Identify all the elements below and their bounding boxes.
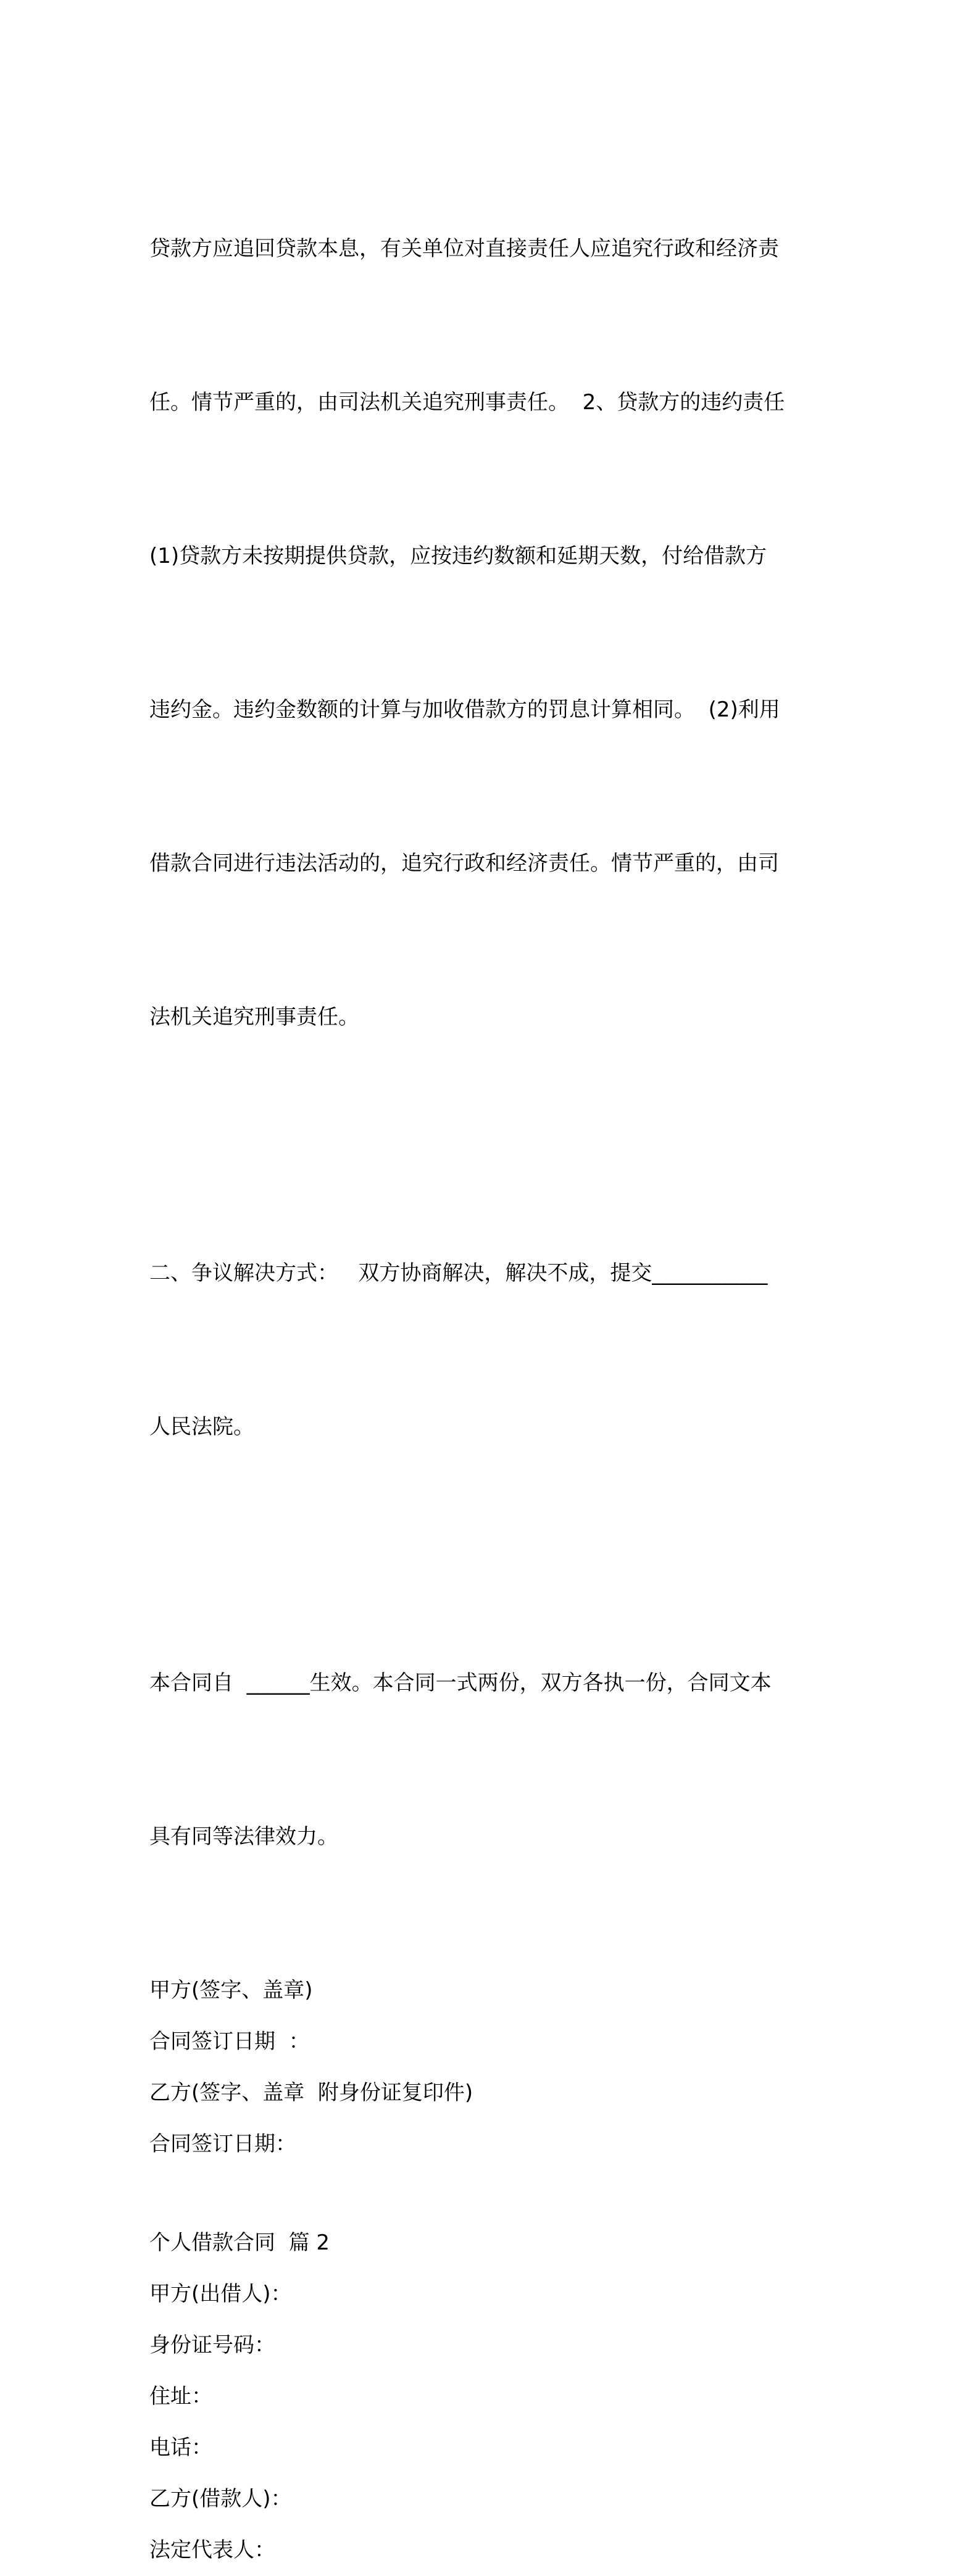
effect-paragraph: [149, 1555, 844, 1965]
id-number-field: 身份证号码：: [149, 2333, 275, 2358]
sign-date-a: 合同签订日期 ：: [149, 2029, 310, 2054]
text-line: 人民法院。: [149, 1415, 254, 1439]
text-line: 本合同自 ______生效。本合同一式两份，双方各执一份，合同文本: [149, 1671, 772, 1695]
lender-field: 甲方(出借人)：: [149, 2282, 292, 2306]
text-line: 法机关追究刑事责任。: [149, 1005, 359, 1029]
text-line: 违约金。违约金数额的计算与加收借款方的罚息计算相同。 (2)利用: [149, 697, 780, 722]
text-line: 任。情节严重的，由司法机关追究刑事责任。 2、贷款方的违约责任: [149, 390, 785, 415]
section-gap: [149, 2170, 844, 2217]
legal-representative-field: 法定代表人：: [149, 2538, 275, 2562]
text-line: 贷款方应追回贷款本息，有关单位对直接责任人应追究行政和经济责: [149, 236, 779, 261]
address-field: 住址：: [149, 2384, 212, 2409]
phone-field: 电话：: [149, 2435, 212, 2460]
liability-paragraph: [149, 121, 844, 1145]
text-line: 借款合同进行违法活动的，追究行政和经济责任。情节严重的，由司: [149, 851, 779, 876]
sign-date-b: 合同签订日期：: [149, 2132, 296, 2156]
text-line: (1)贷款方未按期提供贷款，应按违约数额和延期天数，付给借款方: [149, 544, 767, 568]
party-a-signature: 甲方(签字、盖章): [149, 1978, 313, 2003]
dispute-resolution-paragraph: [149, 1145, 844, 1555]
section-2-title: 个人借款合同 篇 2: [149, 2230, 330, 2255]
party-b-signature: 乙方(签字、盖章 附身份证复印件): [149, 2080, 473, 2105]
text-line: 具有同等法律效力。: [149, 1824, 338, 1849]
document-body: [149, 121, 844, 2576]
text-line: 二、争议解决方式： 双方协商解决，解决不成，提交___________: [149, 1261, 768, 1286]
borrower-field: 乙方(借款人)：: [149, 2487, 292, 2511]
